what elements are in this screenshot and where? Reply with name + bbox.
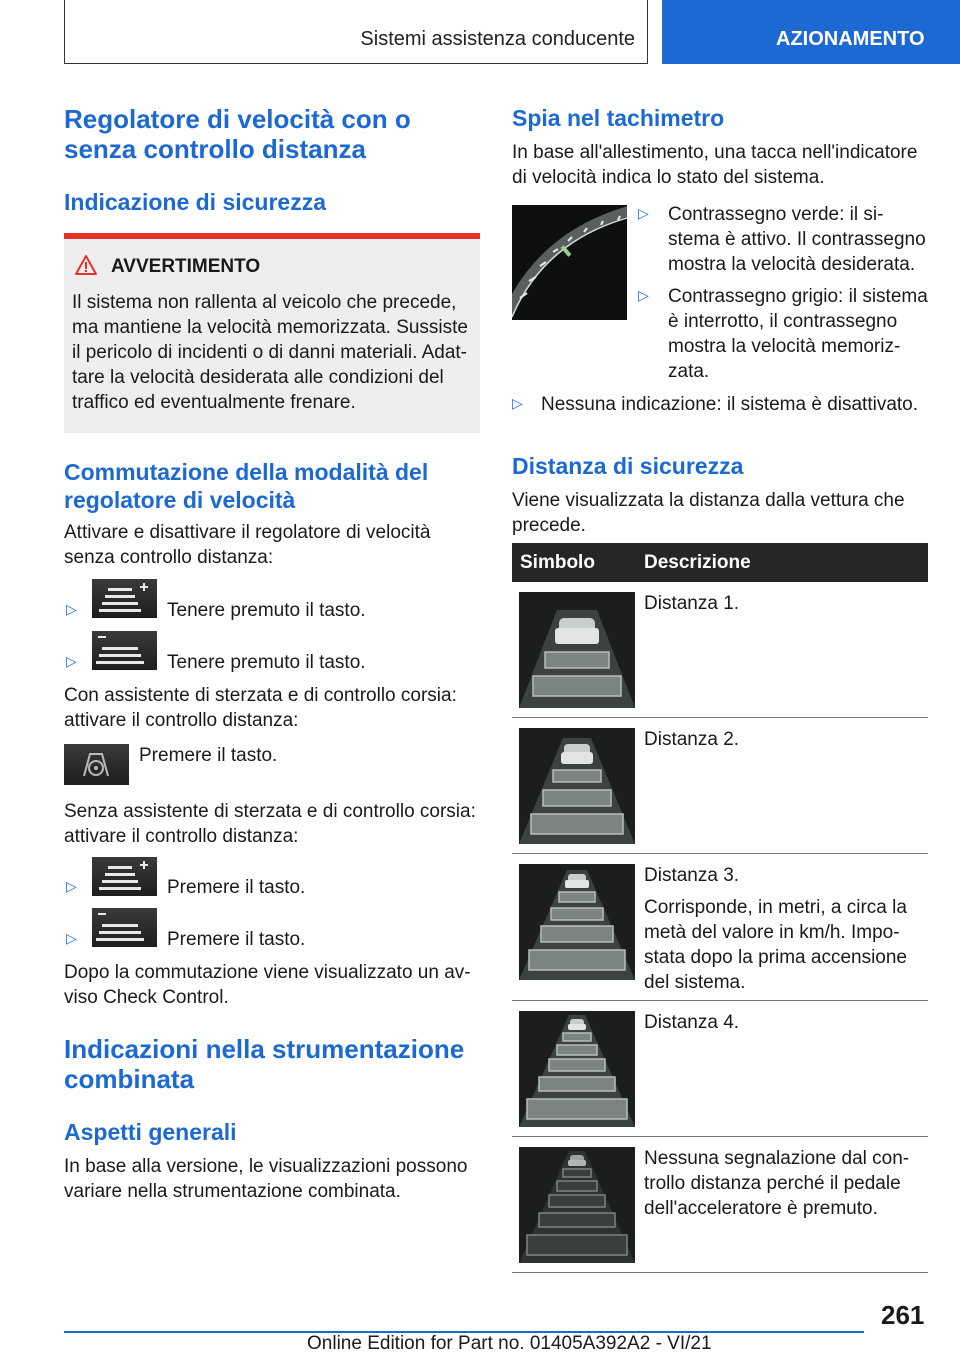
cruise-control-distance-minus-button-icon (92, 631, 157, 670)
after-switch-text: Dopo la commutazione viene visualizzato un av- (64, 962, 471, 983)
table-row (512, 582, 928, 718)
grey-mark-text: è interrotto, il contrassegno (668, 311, 898, 332)
speedo-intro: di velocità indica lo stato del sistema. (512, 167, 825, 188)
row-description: Nessuna segnalazione dal con- (644, 1148, 910, 1169)
general-text: variare nella strumentazione combinata. (64, 1181, 401, 1202)
cruise-control-distance-button-icon (92, 857, 157, 896)
switch-intro: Attivare e disattivare il regolatore di velocità (64, 522, 431, 543)
without-assist-text: attivare il controllo distanza: (64, 826, 299, 847)
warning-label: AVVERTIMENTO (111, 256, 261, 277)
switch-intro: senza controllo distanza: (64, 547, 274, 568)
table-header (512, 543, 928, 582)
bullet-icon: ▷ (638, 287, 649, 303)
row-description: Distanza 2. (644, 729, 740, 750)
speedo-heading: Spia nel tachimetro (512, 105, 725, 131)
green-mark-text: Contrassegno verde: il si- (668, 204, 884, 225)
warning-bar (64, 233, 480, 239)
grey-mark-text: Contrassegno grigio: il sistema (668, 286, 928, 307)
chapter-tab[interactable] (662, 0, 960, 64)
section-title: Sistemi assistenza conducente (360, 28, 635, 50)
chapter-title: AZIONAMENTO (776, 28, 925, 50)
distance-none-image (519, 1147, 635, 1263)
grey-mark-text: zata. (668, 361, 710, 382)
row-description: metà del valore in km/h. Impo- (644, 922, 900, 943)
bullet-icon: ▷ (66, 601, 77, 617)
row-description: Distanza 3. (644, 865, 740, 886)
press-button-text: Premere il tasto. (139, 745, 278, 766)
without-assist-text: Senza assistente di sterzata e di controllo corsia: (64, 801, 476, 822)
row-description: Corrisponde, in metri, a circa la (644, 897, 907, 918)
row-description: stata dopo la prima accensione (644, 947, 907, 968)
hold-button-text: Tenere premuto il tasto. (167, 600, 366, 621)
switch-heading: regolatore di velocità (64, 487, 296, 513)
general-heading: Aspetti generali (64, 1119, 237, 1145)
general-text: In base alla versione, le visualizzazioni possono (64, 1156, 468, 1177)
header-section-box (64, 0, 648, 64)
page-number: 261 (881, 1300, 925, 1330)
table-row (512, 1137, 928, 1273)
bullet-icon: ▷ (66, 653, 77, 669)
cruise-control-distance-minus-button-icon (92, 908, 157, 947)
row-description: del sistema. (644, 972, 746, 993)
switch-heading: Commutazione della modalità del (64, 459, 429, 485)
hold-button-text: Tenere premuto il tasto. (167, 652, 366, 673)
warning-triangle-icon (74, 254, 98, 276)
row-description: Distanza 4. (644, 1012, 740, 1033)
steering-assist-button-icon (64, 744, 129, 785)
row-description: dell'acceleratore è premuto. (644, 1198, 878, 1219)
distance-4-image (519, 1011, 635, 1127)
instrument-heading: combinata (64, 1064, 195, 1094)
press-button-text: Premere il tasto. (167, 877, 306, 898)
bullet-icon: ▷ (512, 395, 523, 411)
distance-3-image (519, 864, 635, 980)
grey-mark-text: mostra la velocità memoriz- (668, 336, 901, 357)
with-assist-text: Con assistente di sterzata e di controllo corsia: (64, 685, 457, 706)
edition-text: Online Edition for Part no. 01405A392A2 - VI/21 (307, 1333, 712, 1354)
bullet-icon: ▷ (66, 878, 77, 894)
green-mark-text: mostra la velocità desiderata. (668, 254, 916, 275)
distance-intro: precede. (512, 515, 586, 536)
table-row (512, 718, 928, 854)
instrument-heading: Indicazioni nella strumentazione (64, 1034, 465, 1064)
row-description: Distanza 1. (644, 593, 740, 614)
warning-line: Il sistema non rallenta al veicolo che precede, (72, 292, 457, 313)
safety-heading: Indicazione di sicurezza (64, 189, 327, 215)
with-assist-text: attivare il controllo distanza: (64, 710, 299, 731)
warning-line: ma mantiene la velocità memorizzata. Sussiste (72, 317, 468, 338)
green-mark-text: stema è attivo. Il contrassegno (668, 229, 926, 250)
distance-intro: Viene visualizzata la distanza dalla vettura che (512, 490, 905, 511)
after-switch-text: viso Check Control. (64, 987, 229, 1008)
bullet-icon: ▷ (66, 930, 77, 946)
warning-line: traffico ed eventualmente frenare. (72, 392, 356, 413)
row-description: trollo distanza perché il pedale (644, 1173, 901, 1194)
warning-box (64, 233, 480, 433)
column-header-description: Descrizione (644, 552, 751, 573)
distance-2-image (519, 728, 635, 844)
cruise-control-distance-button-icon (92, 579, 157, 618)
page-title: Regolatore di velocità con o senza controllo distanza (64, 104, 411, 164)
distance-1-image (519, 592, 635, 708)
no-indication-text: Nessuna indicazione: il sistema è disattivato. (541, 394, 919, 415)
bullet-icon: ▷ (638, 205, 649, 221)
speedometer-image (512, 205, 627, 320)
warning-line: tare la velocità desiderata alle condizioni del (72, 367, 444, 388)
distance-heading: Distanza di sicurezza (512, 453, 744, 479)
column-header-symbol: Simbolo (520, 552, 595, 573)
press-button-text: Premere il tasto. (167, 929, 306, 950)
table-row (512, 1001, 928, 1137)
table-row (512, 854, 928, 1001)
speedo-intro: In base all'allestimento, una tacca nell'indicatore (512, 142, 918, 163)
warning-line: il pericolo di incidenti o di danni materiali. Adat- (72, 342, 467, 363)
